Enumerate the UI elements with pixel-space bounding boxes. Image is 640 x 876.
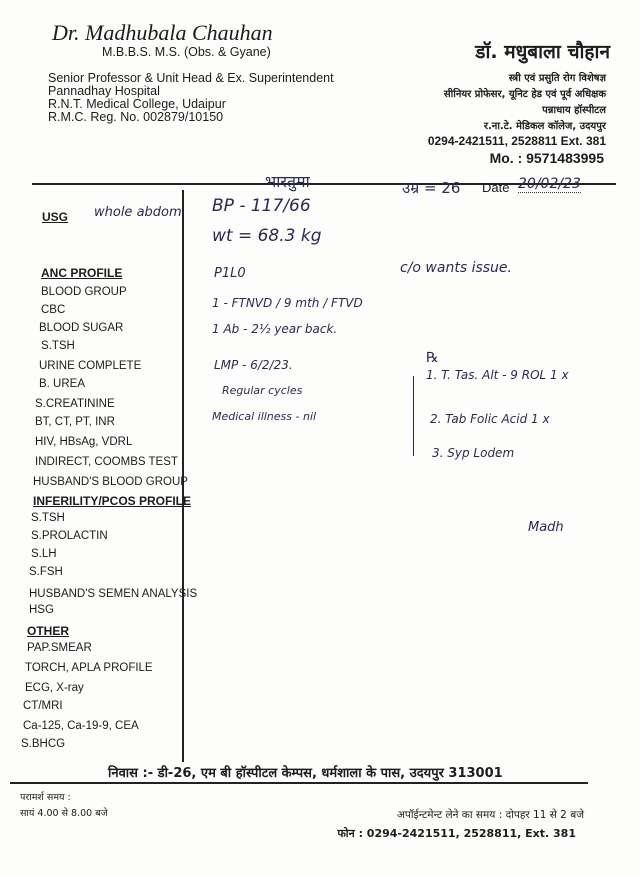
obstetric-history: P1L0 — [214, 266, 246, 281]
investigation-item: BT, CT, PT, INR — [35, 416, 115, 428]
bp-reading: BP - 117/66 — [212, 196, 311, 216]
investigation-item: S.LH — [31, 548, 57, 560]
investigation-item: HUSBAND'S BLOOD GROUP — [33, 476, 188, 488]
cycle-note: Regular cycles — [222, 384, 303, 397]
weight-reading: wt = 68.3 kg — [212, 226, 322, 246]
doctor-qualification: M.B.B.S. M.S. (Obs. & Gyane) — [102, 45, 271, 59]
rx-item-2: 2. Tab Folic Acid 1 x — [430, 412, 550, 426]
investigation-item: PAP.SMEAR — [27, 642, 92, 654]
hindi-college: र.ना.टे. मेडिकल कॉलेज, उदयपुर — [483, 121, 606, 132]
investigation-item: CT/MRI — [23, 700, 63, 712]
hindi-specialty: स्त्री एवं प्रसुति रोग विशेषज्ञ — [508, 73, 606, 84]
hospital-line: Pannadhay Hospital — [48, 84, 160, 98]
investigation-item: B. UREA — [39, 378, 86, 390]
investigation-item: S.CREATININE — [35, 398, 115, 410]
patient-age: उम्र = 26 — [402, 179, 461, 197]
investigation-item: TORCH, APLA PROFILE — [25, 662, 153, 674]
hindi-hospital: पन्नाधाय हॉस्पीटल — [542, 105, 606, 116]
chief-complaint: c/o wants issue. — [400, 260, 512, 276]
date-label: Date — [482, 180, 510, 195]
footer-divider — [10, 782, 588, 784]
footer-phone: फोन : 0294-2421511, 2528811, Ext. 381 — [337, 827, 576, 840]
hindi-designation: सीनियर प्रोफेसर, यूनिट हेड एवं पूर्व अधिक्षक — [443, 89, 606, 100]
appointment-time: अपॉईन्टमेन्ट लेने का समय : दोपहर 11 से 2 बजे — [396, 809, 584, 821]
investigation-item: S.FSH — [29, 566, 63, 578]
investigation-item: BLOOD SUGAR — [39, 322, 124, 334]
rx-symbol: ℞ — [426, 350, 439, 366]
delivery-history: 1 - FTNVD / 9 mth / FTVD — [212, 296, 363, 310]
usg-label: USG — [42, 210, 69, 224]
investigation-item: HUSBAND'S SEMEN ANALYSIS — [29, 588, 198, 600]
section-heading: OTHER — [27, 624, 69, 638]
investigation-item: S.BHCG — [21, 738, 66, 750]
investigation-item: S.PROLACTIN — [31, 530, 108, 542]
investigation-item: CBC — [41, 304, 66, 316]
investigation-item: URINE COMPLETE — [39, 360, 142, 372]
investigation-item: Ca-125, Ca-19-9, CEA — [23, 720, 139, 732]
header-phone: 0294-2421511, 2528811 Ext. 381 — [427, 134, 606, 148]
designation-line: Senior Professor & Unit Head & Ex. Superintendent — [48, 71, 334, 85]
doctor-name-hindi: डॉ. मधुबाला चौहान — [475, 41, 610, 63]
investigation-item: ECG, X-ray — [25, 682, 84, 694]
visit-date: 20/02/23 — [518, 176, 581, 192]
lmp-date: LMP - 6/2/23. — [214, 358, 293, 372]
investigation-item: HSG — [29, 604, 54, 616]
investigation-item: S.TSH — [31, 512, 65, 524]
investigation-item: INDIRECT, COOMBS TEST — [35, 456, 178, 468]
medical-illness-note: Medical illness - nil — [212, 410, 317, 423]
patient-name: भारतुमा — [265, 172, 310, 191]
doctor-signature: Madh — [528, 520, 564, 535]
investigation-item: BLOOD GROUP — [41, 286, 127, 298]
consult-time: सायं 4.00 से 8.00 बजे — [20, 808, 108, 819]
college-line: R.N.T. Medical College, Udaipur — [48, 97, 226, 111]
consult-label: परामर्श समय : — [20, 792, 71, 803]
rx-item-1: 1. T. Tas. Alt - 9 ROL 1 x — [426, 368, 569, 382]
investigation-item: S.TSH — [41, 340, 75, 352]
section-heading: INFERILITY/PCOS PROFILE — [33, 494, 192, 508]
section-heading: ANC PROFILE — [41, 266, 123, 280]
registration-line: R.M.C. Reg. No. 002879/10150 — [48, 110, 224, 124]
rx-item-3: 3. Syp Lodem — [432, 446, 515, 460]
usg-note: whole abdom — [94, 205, 182, 220]
abortion-history: 1 Ab - 2½ year back. — [212, 322, 338, 336]
rx-bracket — [413, 376, 414, 456]
residence-address: निवास :- डी-26, एम बी हॉस्पीटल केम्पस, धर्मशाला के पास, उदयपुर 313001 — [108, 766, 503, 781]
investigation-item: HIV, HBsAg, VDRL — [35, 436, 133, 448]
doctor-name-english: Dr. Madhubala Chauhan — [52, 20, 273, 45]
mobile-number: Mo. : 9571483995 — [489, 150, 604, 166]
